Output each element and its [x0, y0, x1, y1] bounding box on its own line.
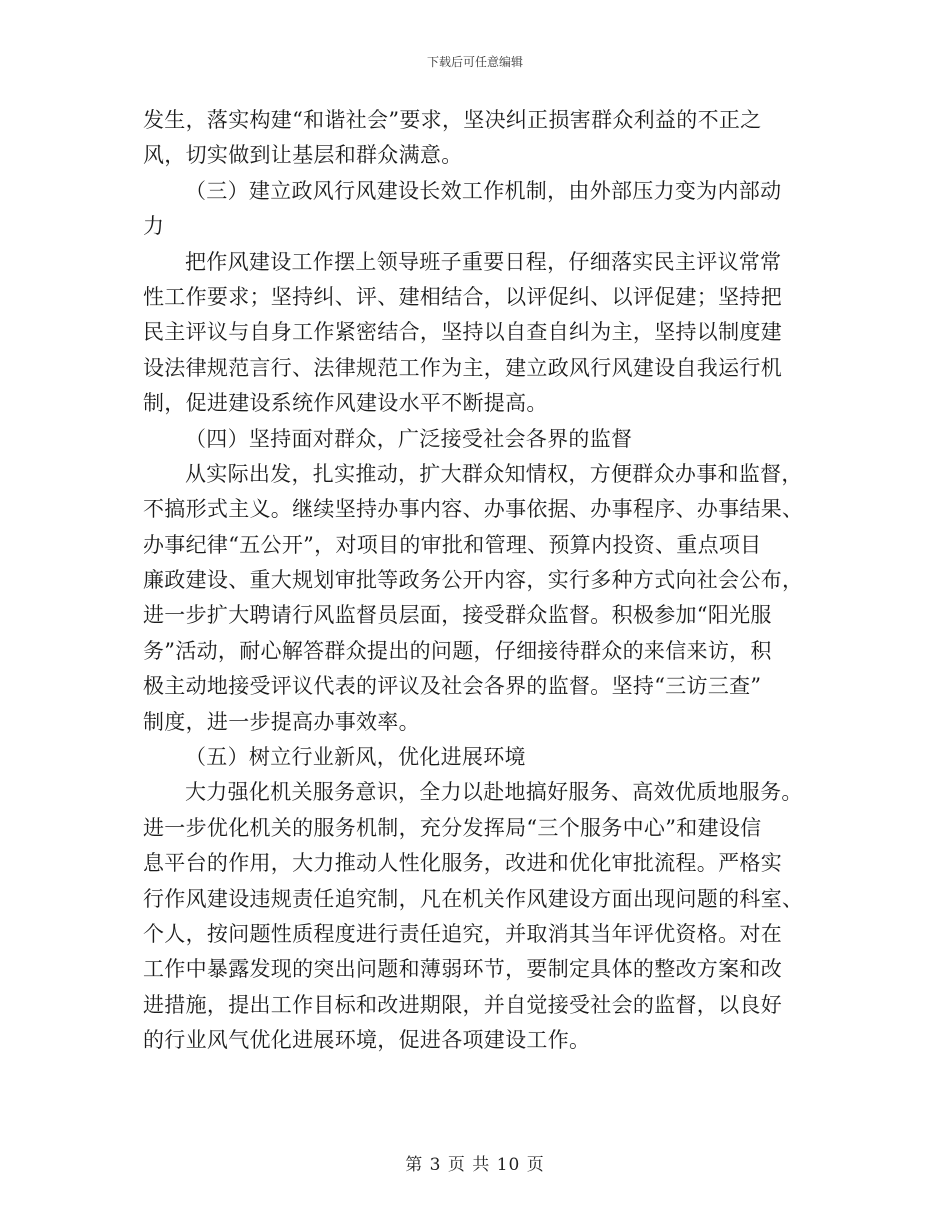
- text-line: 务”活动，耐心解答群众提出的问题，仔细接待群众的来信来访，积: [143, 638, 772, 663]
- text-line: 行作风建设违规责任追究制，凡在机关作风建设方面出现问题的科室、: [143, 886, 804, 911]
- text-line: 工作中暴露发现的突出问题和薄弱环节，要制定具体的整改方案和改: [143, 957, 782, 982]
- text-line: 个人，按问题性质程度进行责任追究，并取消其当年评优资格。对在: [143, 921, 782, 946]
- text-line: 办事纪律“五公开”，对项目的审批和管理、预算内投资、重点项目: [143, 532, 762, 557]
- text-line: （五）树立行业新风，优化进展环境: [185, 745, 526, 770]
- text-line: 不搞形式主义。继续坚持办事内容、办事依据、办事程序、办事结果、: [143, 497, 804, 522]
- text-line: 力: [143, 214, 165, 239]
- text-line: 制，促进建设系统作风建设水平不断提高。: [143, 391, 548, 416]
- text-line: 制度，进一步提高办事效率。: [143, 709, 420, 734]
- text-line: 进一步扩大聘请行风监督员层面，接受群众监督。积极参加“阳光服: [143, 603, 772, 628]
- text-line: 性工作要求；坚持纠、评、建相结合，以评促纠、以评促建；坚持把: [143, 284, 782, 309]
- text-line: （四）坚持面对群众，广泛接受社会各界的监督: [185, 426, 633, 451]
- text-line: 息平台的作用，大力推动人性化服务，改进和优化审批流程。严格实: [143, 851, 782, 876]
- text-line: 从实际出发，扎实推动，扩大群众知情权，方便群众办事和监督，: [185, 461, 803, 486]
- text-line: 进措施，提出工作目标和改进期限，并自觉接受社会的监督，以良好: [143, 992, 782, 1017]
- text-line: 进一步优化机关的服务机制，充分发挥局“三个服务中心”和建设信: [143, 815, 762, 840]
- text-line: 的行业风气优化进展环境，促进各项建设工作。: [143, 1028, 591, 1053]
- text-line: 大力强化机关服务意识，全力以赴地搞好服务、高效优质地服务。: [185, 780, 803, 805]
- text-line: 极主动地接受评议代表的评议及社会各界的监督。坚持“三访三查”: [143, 674, 762, 699]
- page-number: 第 3 页 共 10 页: [405, 1155, 545, 1175]
- text-line: 廉政建设、重大规划审批等政务公开内容，实行多种方式向社会公布，: [143, 568, 804, 593]
- text-line: 发生，落实构建“和谐社会”要求，坚决纠正损害群众利益的不正之: [143, 108, 762, 132]
- text-line: 民主评议与自身工作紧密结合，坚持以自查自纠为主，坚持以制度建: [143, 320, 782, 345]
- page-header: 下载后可任意编辑: [426, 55, 523, 69]
- text-line: 把作风建设工作摆上领导班子重要日程，仔细落实民主评议常常: [185, 249, 782, 274]
- text-line: （三）建立政风行风建设长效工作机制，由外部压力变为内部动: [185, 178, 782, 203]
- text-line: 风，切实做到让基层和群众满意。: [143, 143, 463, 168]
- text-line: 设法律规范言行、法律规范工作为主，建立政风行风建设自我运行机: [143, 355, 782, 380]
- document-body: [143, 103, 815, 1059]
